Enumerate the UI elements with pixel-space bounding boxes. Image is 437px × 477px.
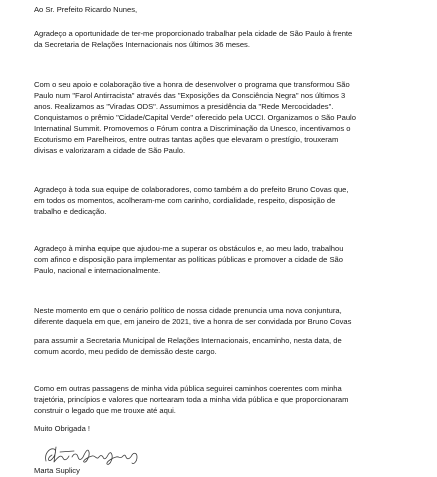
paragraph-3-line-1: Agradeço à toda sua equipe de colaboradores, como também a do prefeito Bruno Covas que, (34, 185, 349, 194)
paragraph-1-line-2: da Secretaria de Relações Internacionais nos últimos 36 meses. (34, 40, 250, 49)
handwritten-signature (34, 443, 164, 467)
paragraph-6-line-2: trajetória, princípios e valores que nortearam toda a minha vida pública e que proporcionaram (34, 395, 349, 404)
paragraph-2-line-7: divisas e valorizaram a cidade de São Paulo. (34, 146, 186, 155)
salutation: Ao Sr. Prefeito Ricardo Nunes, (34, 5, 138, 14)
paragraph-2-line-4: Conquistamos o prêmio "Cidade/Capital Verde" oferecido pela UCCI. Organizamos o São Paulo (34, 113, 356, 122)
paragraph-6-line-1: Como em outras passagens de minha vida pública seguirei caminhos coerentes com minha (34, 384, 342, 393)
paragraph-4-line-1: Agradeço à minha equipe que ajudou-me a superar os obstáculos e, ao meu lado, trabalhou (34, 244, 344, 253)
paragraph-5-line-3: para assumir a Secretaria Municipal de Relações Internacionais, encaminho, nesta data, de (34, 336, 342, 345)
signatory-name: Marta Suplicy (34, 466, 80, 475)
paragraph-4-line-3: Paulo, nacional e internacionalmente. (34, 266, 161, 275)
paragraph-1-line-1: Agradeço a oportunidade de ter-me proporcionado trabalhar pela cidade de São Paulo à frente (34, 29, 353, 38)
paragraph-3-line-2: em todos os momentos, acolheram-me com carinho, cordialidade, respeito, disposição de (34, 196, 336, 205)
paragraph-2-line-1: Com o seu apoio e colaboração tive a honra de desenvolver o programa que transformou São (34, 80, 350, 89)
paragraph-2-line-5: Internatinal Summit. Promovemos o Fórum contra a Discriminação da Unesco, incentivamos o (34, 124, 351, 133)
paragraph-2-line-2: Paulo num "Farol Antirracista" através das "Exposições da Consciência Negra" nos últimos 3 (34, 91, 346, 100)
paragraph-6-line-3: construir o legado que me trouxe até aqui. (34, 406, 176, 415)
paragraph-2-line-3: anos. Realizamos as "Viradas ODS". Assumimos a presidência da "Rede Mercocidades". (34, 102, 334, 111)
paragraph-4-line-2: com afinco e disposição para implementar as políticas públicas e promover a cidade de São (34, 255, 343, 264)
paragraph-5-line-1: Neste momento em que o cenário político de nossa cidade prenuncia uma nova conjuntura, (34, 306, 342, 315)
paragraph-2-line-6: Ecoturismo em Parelheiros, entre outras tantas ações que elevaram o prestígio, trouxeram (34, 135, 339, 144)
paragraph-3-line-3: trabalho e dedicação. (34, 207, 107, 216)
closing: Muito Obrigada ! (34, 424, 90, 433)
paragraph-5-line-2: diferente daquela em que, em janeiro de 2021, tive a honra de ser convidada por Bruno Covas (34, 317, 352, 326)
paragraph-5-line-4: comum acordo, meu pedido de demissão deste cargo. (34, 347, 217, 356)
